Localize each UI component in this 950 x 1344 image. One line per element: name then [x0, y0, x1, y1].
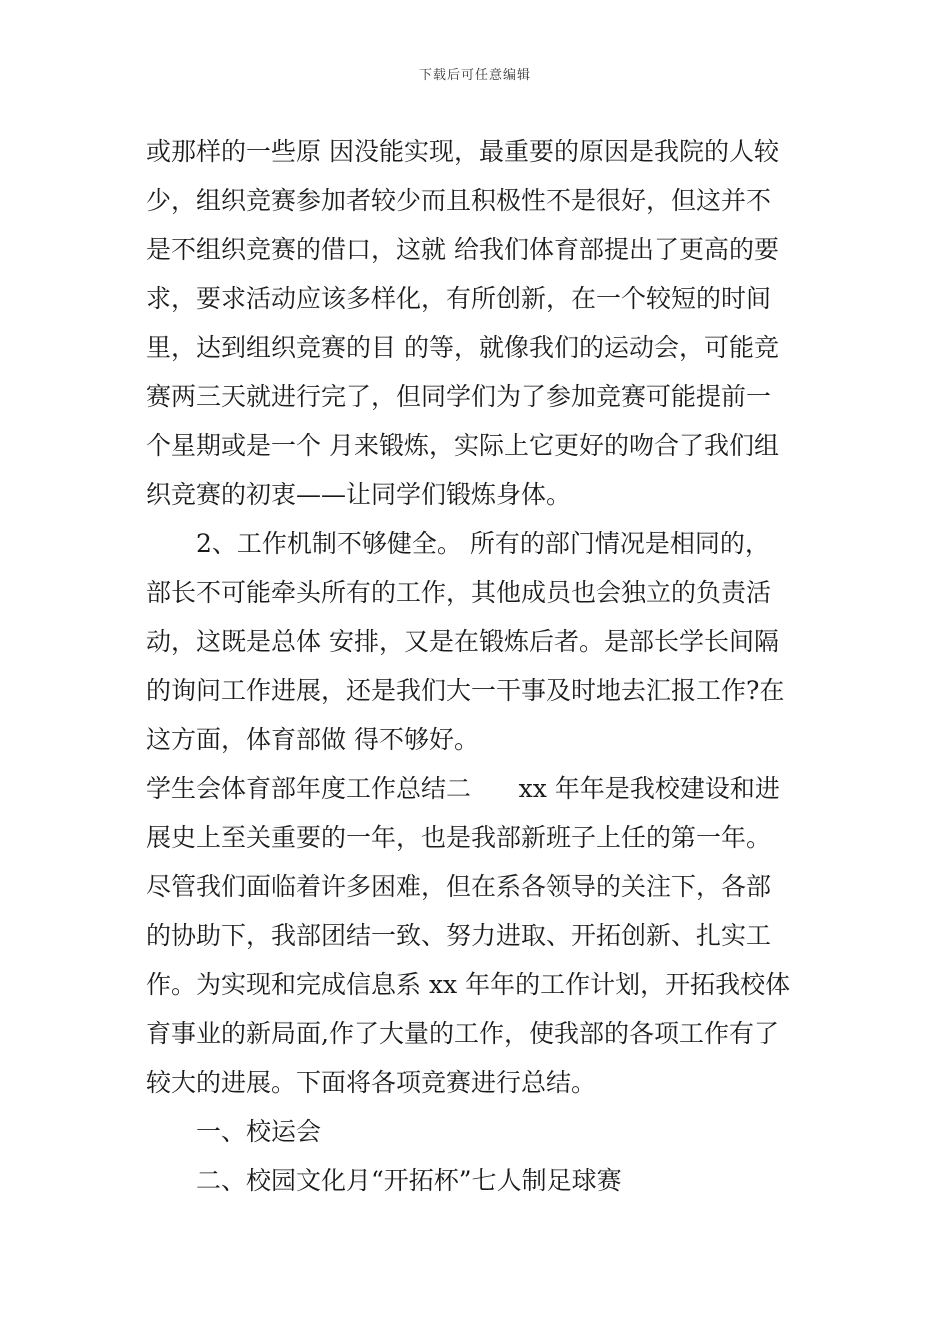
text-line: 或那样的一些原 因没能实现，最重要的原因是我院的人较: [146, 137, 779, 166]
text-line: 部长不可能牵头所有的工作，其他成员也会独立的负责活: [146, 578, 772, 607]
text-line: 织竞赛的初衷——让同学们锻炼身体。: [146, 480, 572, 509]
text-line: 里，达到组织竞赛的目 的等，就像我们的运动会，可能竞: [146, 333, 779, 362]
paragraph-start-line: 2、工作机制不够健全。 所有的部门情况是相同的，: [196, 529, 770, 558]
text-line: 这方面，体育部做 得不够好。: [146, 725, 479, 754]
text-line: 作。为实现和完成信息系 xx 年年的工作计划，开拓我校体: [146, 970, 791, 999]
text-line: 赛两三天就进行完了，但同学们为了参加竞赛可能提前一: [146, 382, 772, 411]
text-line: 动，这既是总体 安排，又是在锻炼后者。是部长学长间隔: [146, 627, 779, 656]
text-line: 育事业的新局面,作了大量的工作，使我部的各项工作有了: [146, 1019, 779, 1048]
text-line: 的协助下，我部团结一致、努力进取、开拓创新、扎实工: [146, 921, 772, 950]
text-line: 是不组织竞赛的借口，这就 给我们体育部提出了更高的要: [146, 235, 779, 264]
section-title-line: 学生会体育部年度工作总结二 xx 年年是我校建设和进: [146, 774, 780, 803]
text-line: 少，组织竞赛参加者较少而且积极性不是很好，但这并不: [146, 186, 772, 215]
list-heading-1: 一、校运会: [196, 1117, 322, 1146]
text-line: 个星期或是一个 月来锻炼，实际上它更好的吻合了我们组: [146, 431, 779, 460]
text-line: 求，要求活动应该多样化，有所创新，在一个较短的时间: [146, 284, 772, 313]
text-line: 较大的进展。下面将各项竞赛进行总结。: [146, 1068, 597, 1097]
text-line: 的询问工作进展，还是我们大一干事及时地去汇报工作?在: [146, 676, 785, 705]
text-line: 尽管我们面临着许多困难，但在系各领导的关注下，各部: [146, 872, 772, 901]
document-body: [146, 127, 812, 1205]
text-line: 展史上至关重要的一年，也是我部新班子上任的第一年。: [146, 823, 772, 852]
page-header: 下载后可任意编辑: [418, 68, 531, 83]
list-heading-2: 二、校园文化月“开拓杯”七人制足球赛: [196, 1166, 622, 1195]
